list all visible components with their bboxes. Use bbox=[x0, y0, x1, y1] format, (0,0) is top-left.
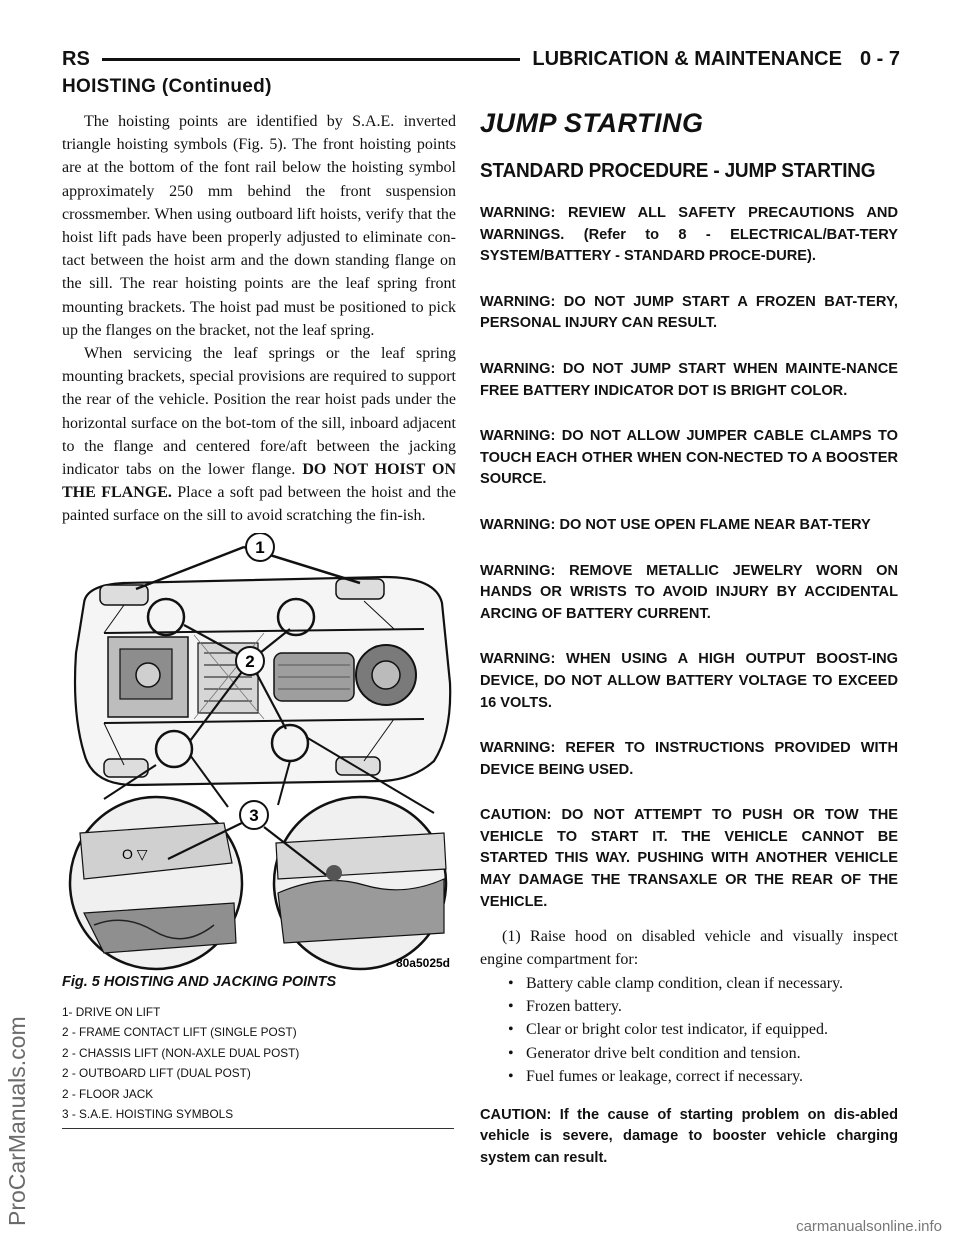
list-item: • Generator drive belt condition and tension. bbox=[508, 1044, 801, 1062]
warning-text: WARNING: REVIEW ALL SAFETY PRECAUTIONS AND WARNINGS. (Refer to 8 - ELECTRICAL/BAT-TERY SYSTEM/BATTERY - STANDARD PROCE-DURE). bbox=[480, 205, 898, 265]
warning-text: WARNING: DO NOT JUMP START A FROZEN BAT-TERY, PERSONAL INJURY CAN RESULT. bbox=[480, 293, 898, 332]
legend-item: 3 - S.A.E. HOISTING SYMBOLS bbox=[62, 1107, 234, 1122]
footer-watermark: carmanualsonline.info bbox=[796, 1218, 942, 1235]
warning-text: WARNING: DO NOT USE OPEN FLAME NEAR BAT-TERY bbox=[480, 516, 871, 533]
bold-warning-flange: DO NOT HOIST ON THE FLANGE. bbox=[62, 461, 457, 502]
watermark: ProCarManuals.com bbox=[4, 1016, 30, 1226]
page-number: 0 - 7 bbox=[859, 47, 900, 70]
legend-item: 2 - FLOOR JACK bbox=[62, 1086, 154, 1101]
warning-text: WARNING: REFER TO INSTRUCTIONS PROVIDED WITH DEVICE BEING USED. bbox=[480, 740, 898, 778]
warning-text: WARNING: DO NOT JUMP START WHEN MAINTE-NANCE FREE BATTERY INDICATOR DOT IS BRIGHT COLOR. bbox=[480, 360, 898, 399]
paragraph-leaf-springs: When servicing the leaf springs or the leaf spring mounting brackets, special provisions are required to support the rear of the vehicle. Position the rear hoist pads under the horizontal surface on the bot-tom of the sill, inboard adjacent to the flange and centered fore/aft between the jacking indicator tabs on the lower flange. DO NOT HOIST ON THE FLANGE. Place a soft pad between the hoist and the painted surface on the sill to avoid scratching the fin-ish. bbox=[62, 345, 457, 525]
callout-1: 1 bbox=[255, 538, 265, 557]
list-item: • Battery cable clamp condition, clean if necessary. bbox=[508, 974, 844, 992]
vehicle-body bbox=[75, 577, 450, 785]
figure-code: 80a5025d bbox=[395, 956, 450, 970]
inset-hoisting-symbol: O ▽ bbox=[122, 846, 148, 862]
section-heading: JUMP STARTING bbox=[480, 108, 704, 138]
legend-item: 2 - FRAME CONTACT LIFT (SINGLE POST) bbox=[62, 1025, 297, 1040]
step-1: (1) Raise hood on disabled vehicle and visually inspect engine compartment for: bbox=[480, 928, 898, 969]
warning-text: WARNING: REMOVE METALLIC JEWELRY WORN ON HANDS OR WRISTS TO AVOID INJURY BY ACCIDENTAL ARCING OF BATTERY CURRENT. bbox=[480, 562, 898, 622]
section-code: RS bbox=[62, 47, 90, 70]
warning-text: WARNING: DO NOT ALLOW JUMPER CABLE CLAMPS TO TOUCH EACH OTHER WHEN CON-NECTED TO A BOOSTER SOURCE. bbox=[480, 428, 898, 488]
hoisting-figure bbox=[64, 533, 454, 973]
warning-text: WARNING: WHEN USING A HIGH OUTPUT BOOST-ING DEVICE, DO NOT ALLOW BATTERY VOLTAGE TO EXCEED 16 VOLTS. bbox=[480, 651, 898, 711]
caution-text-final: CAUTION: If the cause of starting problem on dis-abled vehicle is severe, damage to booster vehicle charging system can result. bbox=[480, 1106, 898, 1166]
page-header bbox=[62, 44, 900, 74]
list-item: • Clear or bright color test indicator, if equipped. bbox=[508, 1021, 828, 1039]
callout-2: 2 bbox=[245, 652, 255, 671]
figure-legend bbox=[62, 1002, 456, 1124]
figure-caption: Fig. 5 HOISTING AND JACKING POINTS bbox=[62, 974, 337, 990]
caution-text: CAUTION: DO NOT ATTEMPT TO PUSH OR TOW THE VEHICLE TO START IT. THE VEHICLE CANNOT BE STARTED THIS WAY. PUSHING WITH ANOTHER VEHICLE MAY DAMAGE THE TRANSAXLE OR THE REAR OF THE VEHICLE. bbox=[480, 807, 898, 910]
paragraph-hoisting-points: The hoisting points are identified by S.A.E. inverted triangle hoisting symbols (Fig. 5). The front hoisting points are at the bottom of the font rail below the hoisting symbol approximately 250 mm behind the front suspension crossmember. When using outboard lift hoists, verify that the hoist lift pads have been properly adjusted to eliminate con-tact between the hoist arm and the down standing flange on the sill. The rear hoisting points are the leaf spring front mounting brackets. The hoist pad must be positioned to pick up the flanges on the bracket, not the leaf spring. bbox=[62, 113, 456, 339]
legend-divider bbox=[62, 1128, 454, 1129]
continued-title: HOISTING (Continued) bbox=[62, 76, 272, 97]
legend-item: 2 - OUTBOARD LIFT (DUAL POST) bbox=[62, 1066, 251, 1081]
list-item: • Frozen battery. bbox=[508, 998, 622, 1016]
section-title: LUBRICATION & MAINTENANCE bbox=[532, 47, 842, 70]
detail-inset-left bbox=[70, 797, 242, 969]
inspection-list bbox=[480, 972, 898, 1089]
legend-item: 1- DRIVE ON LIFT bbox=[62, 1005, 161, 1019]
header-rule bbox=[102, 58, 521, 61]
vehicle-underside-illustration bbox=[64, 533, 454, 973]
right-column bbox=[480, 108, 898, 1193]
detail-inset-right bbox=[274, 797, 446, 969]
left-column bbox=[62, 110, 456, 528]
list-item: • Fuel fumes or leakage, correct if necessary. bbox=[508, 1068, 804, 1086]
legend-item: 2 - CHASSIS LIFT (NON-AXLE DUAL POST) bbox=[62, 1045, 300, 1060]
callout-3: 3 bbox=[249, 806, 259, 825]
procedure-heading: STANDARD PROCEDURE - JUMP STARTING bbox=[480, 160, 876, 183]
